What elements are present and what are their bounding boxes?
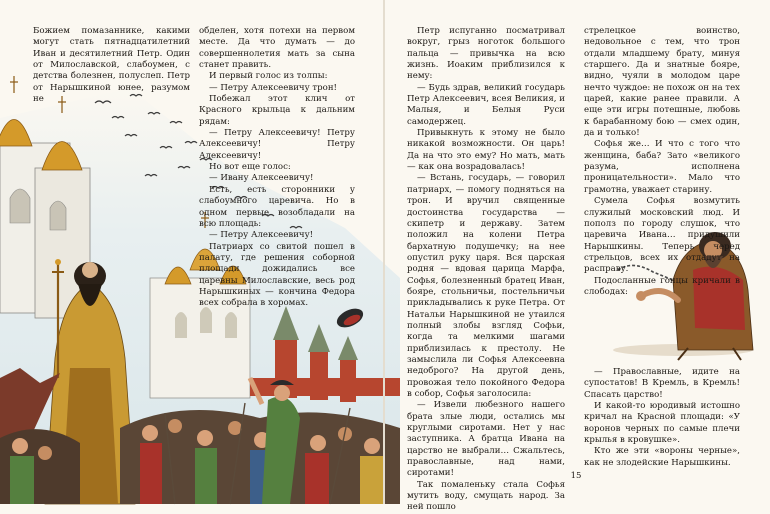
paragraph: — Петру Алексеевичу трон! bbox=[209, 82, 338, 93]
paragraph: — Извели любезного нашего брата злые люди, остались мы круглыми сиротами. Нет у нас заступника. А братца Ивана на царство не выбрали… Сжальтесь, православные, над нами, сиротами! bbox=[407, 400, 565, 479]
paragraph: — Православные, идите на супостатов! В Кремль, в Кремль! Спасать царство! bbox=[584, 367, 740, 400]
right-page-column-2-top bbox=[584, 26, 740, 297]
paragraph: Есть, есть сторонники у слабоумного царевича. Но в одном первые возобладали на всю площадь: bbox=[199, 184, 355, 229]
paragraph: Софья же… И что с того что женщина, баба? Зато «великого разума, исполнена проницательности». Мало что грамотна, уважает старину. bbox=[584, 139, 740, 195]
paragraph: Сумела Софья возмутить служилый московский люд. И пополз по городу слушок, что царевича Ивана… придушили Нарышкины. Теперь черед стрельцов, всех их отдадут на расправу. bbox=[584, 196, 740, 275]
paragraph: Так помаленьку стала Софья мутить воду, смущать народ. За ней пошло bbox=[407, 479, 565, 513]
paragraph: — Петру Алексеевичу! Петру Алексеевичу! Петру Алексеевичу! bbox=[199, 128, 355, 161]
paragraph: стрелецкое воинство, недовольное с тем, что трон отдали младшему брату, минуя старшего. Да и знатные бояре, видно, чуяли в молодом царе нечто чуждое: не похож он на тех царей, какие ранее правили. А еще эти игры потешные, любовь к барабанному бою — смех один, да и только! bbox=[584, 26, 740, 139]
paragraph: И первый голос из толпы: bbox=[209, 71, 328, 82]
paragraph: Петр испуганно посматривал вокруг, грыз ноготок большого пальца — привычка на всю жизнь. Иоаким приблизился к нему: bbox=[407, 26, 565, 82]
paragraph: И какой-то юродивый истошно кричал на Красной площади: «У воронов черных по самые плечи крылья в кровушке». bbox=[584, 401, 740, 446]
paragraph: Привыкнуть к этому не было никакой возможности. Он царь! Да на что это ему? Но мать, мать — как она возрадовалась! bbox=[407, 128, 565, 173]
page-gutter bbox=[383, 0, 385, 504]
left-page-column-1 bbox=[33, 26, 190, 105]
paragraph: — Ивану Алексеевичу! bbox=[209, 173, 314, 184]
page-number: 15 bbox=[570, 471, 582, 481]
paragraph: — Будь здрав, великий государь Петр Алексеевич, всея Великия, и Малыя, и Белыя Руси самодержец. bbox=[407, 82, 565, 127]
paragraph: Но вот еще голос: bbox=[209, 162, 291, 173]
paragraph: Патриарх со свитой пошел в палату, где решения соборной площади дожидались все царевны Милославские, весь род Нарышкиных — кончина Федора всех собрала в хоромах. bbox=[199, 241, 355, 309]
right-page-column-1 bbox=[407, 26, 565, 513]
paragraph: Кто же эти «вороны черные», как не злодейские Нарышкины. bbox=[584, 446, 740, 468]
paragraph: Подосланные гонцы кричали в слободах: bbox=[584, 275, 740, 297]
left-page-column-2 bbox=[199, 26, 355, 309]
paragraph: — Петру Алексеевичу! bbox=[209, 230, 314, 241]
paragraph: Побежал этот клич от Красного крыльца к дальним рядам: bbox=[199, 94, 355, 127]
paragraph: — Встань, государь, — говорил патриарх, — помогу подняться на трон. И вручил священные достоинства государства — скипетр и державу. Затем положил на колени Петра бархатную подушечку; на нее опустил руку царя. Вся царская родня — вдовая царица Марфа, Софья, болезненный братец Иван, бояре, стольничьи, постельничьи прикладывались к руке Петра. От Натальи Нарышкиной не утаился полный злобы взгляд Софьи, когда та мелкими шагами приблизилась к престолу. Не замыслила ли Софья Алексеевна недоброго? На другой день, провожая тело покойного Федора в собор, Софья заголосила: bbox=[407, 173, 565, 399]
paragraph: обделен, хотя потехи на первом месте. Да что думать — до совершеннолетия мать за сына станет править. bbox=[199, 26, 355, 71]
paragraph: Божием помазаннике, какими могут стать пятнадцатилетний Иван и десятилетний Петр. Один от Милославской, слабоумен, с детства болезнен, полуслеп. Петр от Нарышкиной юнее, разумом не bbox=[33, 26, 190, 105]
right-page-column-2-bottom bbox=[584, 367, 740, 487]
